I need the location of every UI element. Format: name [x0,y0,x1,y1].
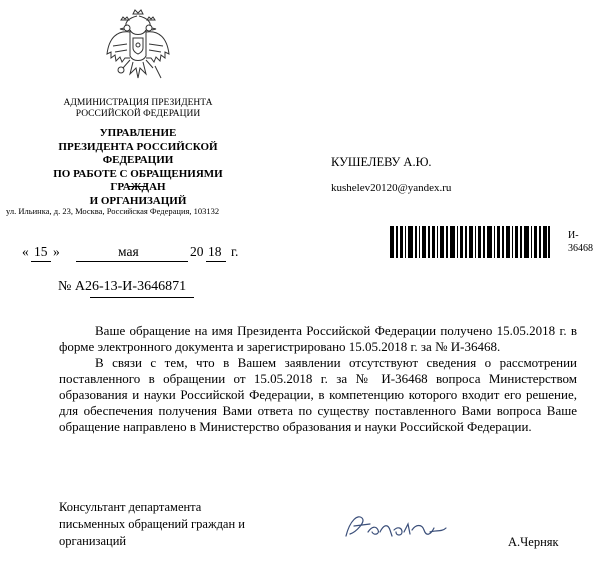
handwritten-signature [340,510,450,546]
coat-of-arms-emblem [103,8,173,88]
issuer-address: ул. Ильинка, д. 23, Москва, Российская Федерация, 103132 [6,206,220,216]
date-year-abbr: г. [231,244,239,259]
letter-body [59,323,577,435]
outgoing-number-value: А26-13-И-3646871 [74,279,187,294]
date-month: мая [118,244,139,259]
date-month-underline [76,261,188,262]
recipient-email: kushelev20120@yandex.ru [331,182,452,194]
recipient-name: КУШЕЛЕВУ А.Ю. [331,155,432,169]
date-day: 15 [34,244,48,259]
date-year-suffix: 18 [208,244,222,259]
letter-date [22,244,322,264]
date-year-underline [206,261,226,262]
body-paragraph-1: Ваше обращение на имя Президента Российской Федерации получено 15.05.2018 г. в форме электронного документа и зарегистрировано 15.05.2018 г. за № И-36468. [59,323,577,354]
barcode-code: И- 36468 [568,230,593,254]
issuer-administration: АДМИНИСТРАЦИЯ ПРЕЗИДЕНТА РОССИЙСКОЙ ФЕДЕРАЦИИ [63,98,213,119]
date-year-prefix: 20 [190,244,204,259]
date-day-underline [31,261,51,262]
date-close-quote: » [53,244,60,259]
outgoing-number [58,279,186,295]
date-open-quote: « [22,244,29,259]
header-divider [129,186,147,187]
signer-position: Консультант департамента письменных обращений граждан и организаций [59,500,245,548]
issuer-department: УПРАВЛЕНИЕ ПРЕЗИДЕНТА РОССИЙСКОЙ ФЕДЕРАЦИИ ПО РАБОТЕ С ОБРАЩЕНИЯМИ ГРАЖДАН И ОРГАНИЗАЦИЙ [53,127,223,207]
barcode-icon [390,226,550,258]
body-paragraph-2: В связи с тем, что в Вашем заявлении отсутствуют сведения о рассмотрении поставленного в обращении от 15.05.2018 г. за № И-36468 вопроса Министерством образования и науки Российской Федерации, в компетенцию которого входит его решение, для обеспечения получения Вами ответа по существу поставленного Вами вопроса Ваше обращение направлено в Министерство образования и науки Российской Федерации. [59,355,577,434]
outgoing-number-prefix: № [58,279,72,294]
signer-name: А.Черняк [508,535,559,549]
outgoing-number-underline [90,297,194,298]
